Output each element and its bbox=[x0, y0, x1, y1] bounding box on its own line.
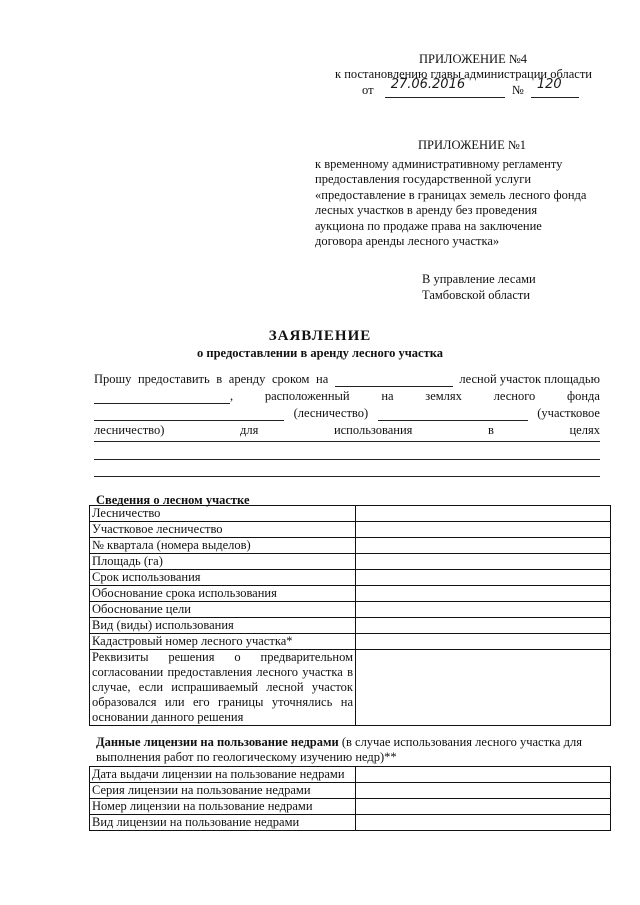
request-line-2 bbox=[94, 387, 600, 404]
appendix1-line: аукциона по продаже права на заключение bbox=[315, 218, 542, 233]
row-value[interactable] bbox=[356, 538, 611, 554]
forestry-blank[interactable] bbox=[94, 406, 284, 421]
purpose-line[interactable] bbox=[94, 459, 600, 460]
row-value[interactable] bbox=[356, 815, 611, 831]
row-label: Реквизиты решения о предварительном согласовании предоставления лесного участка в случае, если испрашиваемый лесной участок образовался или его границы уточнялись на основании данного решения bbox=[90, 650, 356, 726]
row-label: Кадастровый номер лесного участка* bbox=[90, 634, 356, 650]
request-word: фонда bbox=[566, 389, 600, 403]
table-row bbox=[90, 634, 611, 650]
row-value[interactable] bbox=[356, 650, 611, 726]
appendix1-line: «предоставление в границах земель лесного фонда bbox=[315, 187, 587, 202]
row-label: Площадь (га) bbox=[90, 554, 356, 570]
row-value[interactable] bbox=[356, 767, 611, 783]
request-line-3 bbox=[94, 404, 600, 421]
request-word: целях bbox=[569, 423, 600, 437]
forest-section-title: Сведения о лесном участке bbox=[96, 493, 250, 507]
table-row bbox=[90, 586, 611, 602]
row-value[interactable] bbox=[356, 586, 611, 602]
table-row bbox=[90, 618, 611, 634]
request-word: в bbox=[216, 372, 223, 386]
appendix1-line: предоставления государственной услуги bbox=[315, 172, 532, 186]
addressee-line: Тамбовской области bbox=[422, 288, 531, 302]
request-word: на bbox=[381, 389, 394, 403]
row-value[interactable] bbox=[356, 522, 611, 538]
appendix4-decree-line: к постановлению главы администрации области bbox=[335, 67, 592, 81]
purpose-line[interactable] bbox=[94, 476, 600, 477]
request-word: Прошу bbox=[94, 372, 132, 386]
request-word: аренду bbox=[228, 372, 266, 386]
request-paragraph bbox=[94, 370, 600, 438]
row-label: Серия лицензии на пользование недрами bbox=[90, 783, 356, 799]
appendix1-line: лесных участков в аренду без проведения bbox=[315, 203, 538, 217]
table-row bbox=[90, 650, 611, 726]
handwritten-date: 27.06.2016 bbox=[390, 77, 466, 92]
request-word: (лесничество) bbox=[293, 406, 369, 420]
table-row bbox=[90, 506, 611, 522]
row-label: Срок использования bbox=[90, 570, 356, 586]
appendix4-number-field bbox=[531, 77, 579, 98]
request-word: для bbox=[240, 423, 259, 437]
handwritten-number: 120 bbox=[536, 77, 562, 92]
appendix1-title: ПРИЛОЖЕНИЕ №1 bbox=[418, 138, 527, 152]
request-line-4 bbox=[94, 421, 600, 438]
request-word: лесного bbox=[493, 389, 536, 403]
appendix4-date-field bbox=[385, 77, 505, 98]
appendix1-line: к временному административному регламенту bbox=[315, 156, 563, 171]
row-value[interactable] bbox=[356, 783, 611, 799]
appendix4-from-label: от bbox=[362, 83, 374, 97]
row-label: Дата выдачи лицензии на пользование недрами bbox=[90, 767, 356, 783]
table-row bbox=[90, 783, 611, 799]
addressee-line: В управление лесами bbox=[422, 272, 536, 286]
license-title-rest: (в случае использования лесного участка для выполнения работ по геологическому изучению недр)** bbox=[96, 735, 582, 764]
document-subtitle: о предоставлении в аренду лесного участка bbox=[197, 346, 443, 360]
appendix1-line: договора аренды лесного участка» bbox=[315, 234, 500, 248]
table-row bbox=[90, 602, 611, 618]
appendix1-header bbox=[315, 138, 615, 250]
request-word: на bbox=[316, 372, 329, 386]
row-value[interactable] bbox=[356, 602, 611, 618]
license-title-bold: Данные лицензии на пользование недрами bbox=[96, 735, 339, 749]
row-label: Обоснование цели bbox=[90, 602, 356, 618]
purpose-line[interactable] bbox=[94, 441, 600, 442]
appendix4-date-number-line bbox=[305, 77, 615, 100]
table-row bbox=[90, 570, 611, 586]
addressee bbox=[422, 271, 536, 303]
request-word: в bbox=[488, 423, 494, 437]
row-value[interactable] bbox=[356, 634, 611, 650]
request-line-1 bbox=[94, 370, 600, 387]
area-blank[interactable] bbox=[94, 389, 230, 404]
row-label: Лесничество bbox=[90, 506, 356, 522]
license-section-title bbox=[96, 735, 610, 765]
district-forestry-blank[interactable] bbox=[378, 406, 528, 421]
table-row bbox=[90, 554, 611, 570]
request-word: землях bbox=[425, 389, 462, 403]
row-label: Вид (виды) использования bbox=[90, 618, 356, 634]
row-label: Обоснование срока использования bbox=[90, 586, 356, 602]
row-value[interactable] bbox=[356, 506, 611, 522]
appendix4-header bbox=[305, 52, 615, 100]
table-row bbox=[90, 815, 611, 831]
row-label: Вид лицензии на пользование недрами bbox=[90, 815, 356, 831]
row-label: Номер лицензии на пользование недрами bbox=[90, 799, 356, 815]
request-word: использования bbox=[333, 423, 413, 437]
forest-info-table bbox=[89, 505, 611, 726]
term-blank[interactable] bbox=[335, 372, 453, 387]
row-label: Участковое лесничество bbox=[90, 522, 356, 538]
row-value[interactable] bbox=[356, 570, 611, 586]
request-word: лесничество) bbox=[94, 423, 165, 437]
license-table bbox=[89, 766, 611, 831]
request-word: , bbox=[230, 389, 234, 403]
request-word: сроком bbox=[272, 372, 310, 386]
document-title: ЗАЯВЛЕНИЕ bbox=[268, 328, 372, 344]
row-value[interactable] bbox=[356, 618, 611, 634]
appendix4-number-label: № bbox=[511, 83, 524, 97]
row-label: № квартала (номера выделов) bbox=[90, 538, 356, 554]
row-value[interactable] bbox=[356, 554, 611, 570]
table-row bbox=[90, 767, 611, 783]
appendix4-title: ПРИЛОЖЕНИЕ №4 bbox=[419, 52, 528, 66]
row-value[interactable] bbox=[356, 799, 611, 815]
request-word: расположенный bbox=[264, 389, 350, 403]
table-row bbox=[90, 522, 611, 538]
table-row bbox=[90, 799, 611, 815]
request-word: лесной участок площадью bbox=[459, 372, 600, 386]
request-word: (участковое bbox=[537, 406, 600, 420]
request-word: предоставить bbox=[137, 372, 210, 386]
table-row bbox=[90, 538, 611, 554]
